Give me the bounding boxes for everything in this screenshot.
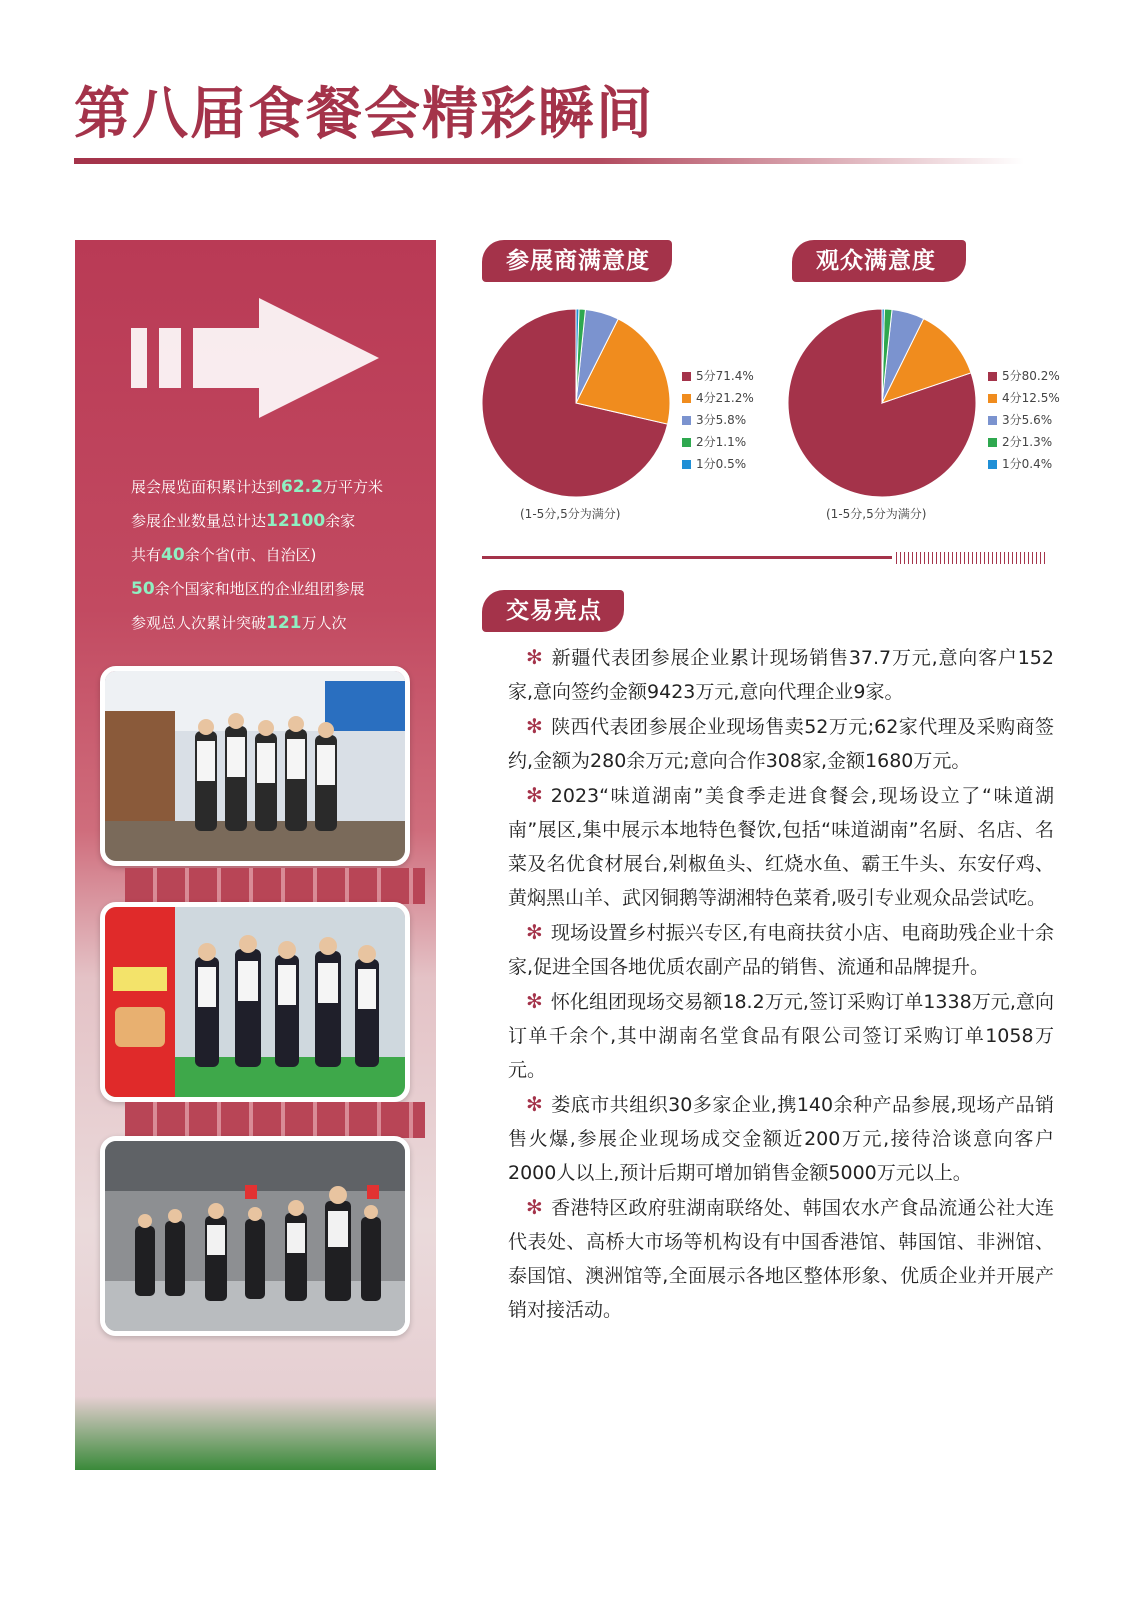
list-item: ✻ 2023“味道湖南”美食季走进食餐会,现场设立了“味道湖南”展区,集中展示本地特色餐饮,包括“味道湖南”名厨、名店、名菜及名优食材展台,剁椒鱼头、红烧水鱼、霸王牛头、东安仔鸡、黄焖黑山羊、武冈铜鹅等湖湘特色菜肴,吸引专业观众品尝试吃。 [508, 783, 1054, 909]
list-item: ✻ 娄底市共组织30多家企业,携140余种产品参展,现场产品销售火爆,参展企业现场成交金额近200万元,接待洽谈意向客户2000人以上,预计后期可增加销售金额5000万元以上。 [508, 1092, 1054, 1184]
audience-legend [988, 365, 1060, 475]
legend-swatch [682, 460, 691, 469]
list-item: ✻ 香港特区政府驻湖南联络处、韩国农水产食品流通公社大连代表处、高桥大市场等机构设有中国香港馆、韩国馆、非洲馆、泰国馆、澳洲馆等,全面展示各地区整体形象、优质企业并开展产销对接活动。 [508, 1195, 1054, 1321]
stat-value: 40 [161, 545, 185, 565]
trade-highlights-list [508, 640, 1054, 1327]
exhibitor-pie-note: (1-5分,5分为满分) [520, 507, 621, 521]
legend-label: 2分1.1% [696, 435, 747, 449]
asterisk-icon: ✻ [526, 714, 543, 738]
event-photo-food-booth [100, 902, 410, 1102]
asterisk-icon: ✻ [526, 645, 543, 669]
asterisk-icon: ✻ [526, 783, 543, 807]
legend-label: 3分5.8% [696, 413, 747, 427]
legend-swatch [988, 416, 997, 425]
exhibitor-satisfaction-chart [478, 305, 754, 521]
legend-swatch [988, 460, 997, 469]
section-divider [482, 556, 892, 559]
legend-label: 1分0.5% [696, 457, 747, 471]
page-title: 第八届食餐会精彩瞬间 [74, 82, 654, 147]
legend-label: 4分12.5% [1002, 391, 1060, 405]
stat-line: 共有40余个省(市、自治区) [131, 545, 317, 565]
asterisk-icon: ✻ [526, 920, 543, 944]
legend-entry [988, 409, 1060, 431]
legend-label: 5分80.2% [1002, 369, 1060, 383]
event-photo-exhibition-hall [100, 666, 410, 866]
stats-list [131, 470, 431, 640]
legend-entry [988, 431, 1060, 453]
arrow-icon [131, 298, 381, 428]
exhibitor-pie [478, 305, 674, 501]
legend-label: 2分1.3% [1002, 435, 1053, 449]
stat-line: 展会展览面积累计达到62.2万平方米 [131, 477, 383, 497]
title-underline [74, 158, 1024, 164]
legend-swatch [682, 438, 691, 447]
legend-swatch [988, 372, 997, 381]
legend-entry [682, 387, 754, 409]
legend-entry [682, 365, 754, 387]
decorative-band [125, 868, 425, 904]
legend-entry [682, 431, 754, 453]
stat-line: 50余个国家和地区的企业组团参展 [131, 579, 365, 599]
exhibitor-legend [682, 365, 754, 475]
legend-swatch [682, 416, 691, 425]
legend-entry [682, 409, 754, 431]
legend-swatch [988, 438, 997, 447]
stat-line: 参展企业数量总计达12100余家 [131, 511, 356, 531]
stat-value: 12100 [266, 511, 326, 531]
photo-panel [75, 240, 436, 1470]
event-photo-venue-entrance [100, 1136, 410, 1336]
legend-label: 4分21.2% [696, 391, 754, 405]
stat-line: 参观总人次累计突破121万人次 [131, 613, 347, 633]
decorative-band [125, 1102, 425, 1138]
legend-swatch [682, 394, 691, 403]
legend-entry [988, 453, 1060, 475]
trade-highlights-title: 交易亮点 [482, 590, 624, 632]
stat-value: 62.2 [281, 477, 323, 497]
audience-pie-note: (1-5分,5分为满分) [826, 507, 927, 521]
list-item: ✻ 现场设置乡村振兴专区,有电商扶贫小店、电商助残企业十余家,促进全国各地优质农副产品的销售、流通和品牌提升。 [508, 920, 1054, 978]
legend-swatch [682, 372, 691, 381]
list-item: ✻ 陕西代表团参展企业现场售卖52万元;62家代理及采购商签约,金额为280余万元;意向合作308家,金额1680万元。 [508, 714, 1054, 772]
legend-label: 1分0.4% [1002, 457, 1053, 471]
audience-satisfaction-title: 观众满意度 [792, 240, 966, 282]
legend-label: 3分5.6% [1002, 413, 1053, 427]
stat-value: 121 [266, 613, 302, 633]
list-item: ✻ 怀化组团现场交易额18.2万元,签订采购订单1338万元,意向订单千余个,其中湖南名堂食品有限公司签订采购订单1058万元。 [508, 989, 1054, 1081]
legend-entry [988, 387, 1060, 409]
audience-pie [784, 305, 980, 501]
exhibitor-satisfaction-title: 参展商满意度 [482, 240, 672, 282]
stat-value: 50 [131, 579, 155, 599]
asterisk-icon: ✻ [526, 1195, 543, 1219]
asterisk-icon: ✻ [526, 989, 543, 1013]
legend-swatch [988, 394, 997, 403]
legend-entry [988, 365, 1060, 387]
legend-entry [682, 453, 754, 475]
barcode-decoration [896, 552, 1048, 564]
legend-label: 5分71.4% [696, 369, 754, 383]
asterisk-icon: ✻ [526, 1092, 543, 1116]
audience-satisfaction-chart [784, 305, 1060, 521]
list-item: ✻ 新疆代表团参展企业累计现场销售37.7万元,意向客户152家,意向签约金额9423万元,意向代理企业9家。 [508, 645, 1054, 703]
